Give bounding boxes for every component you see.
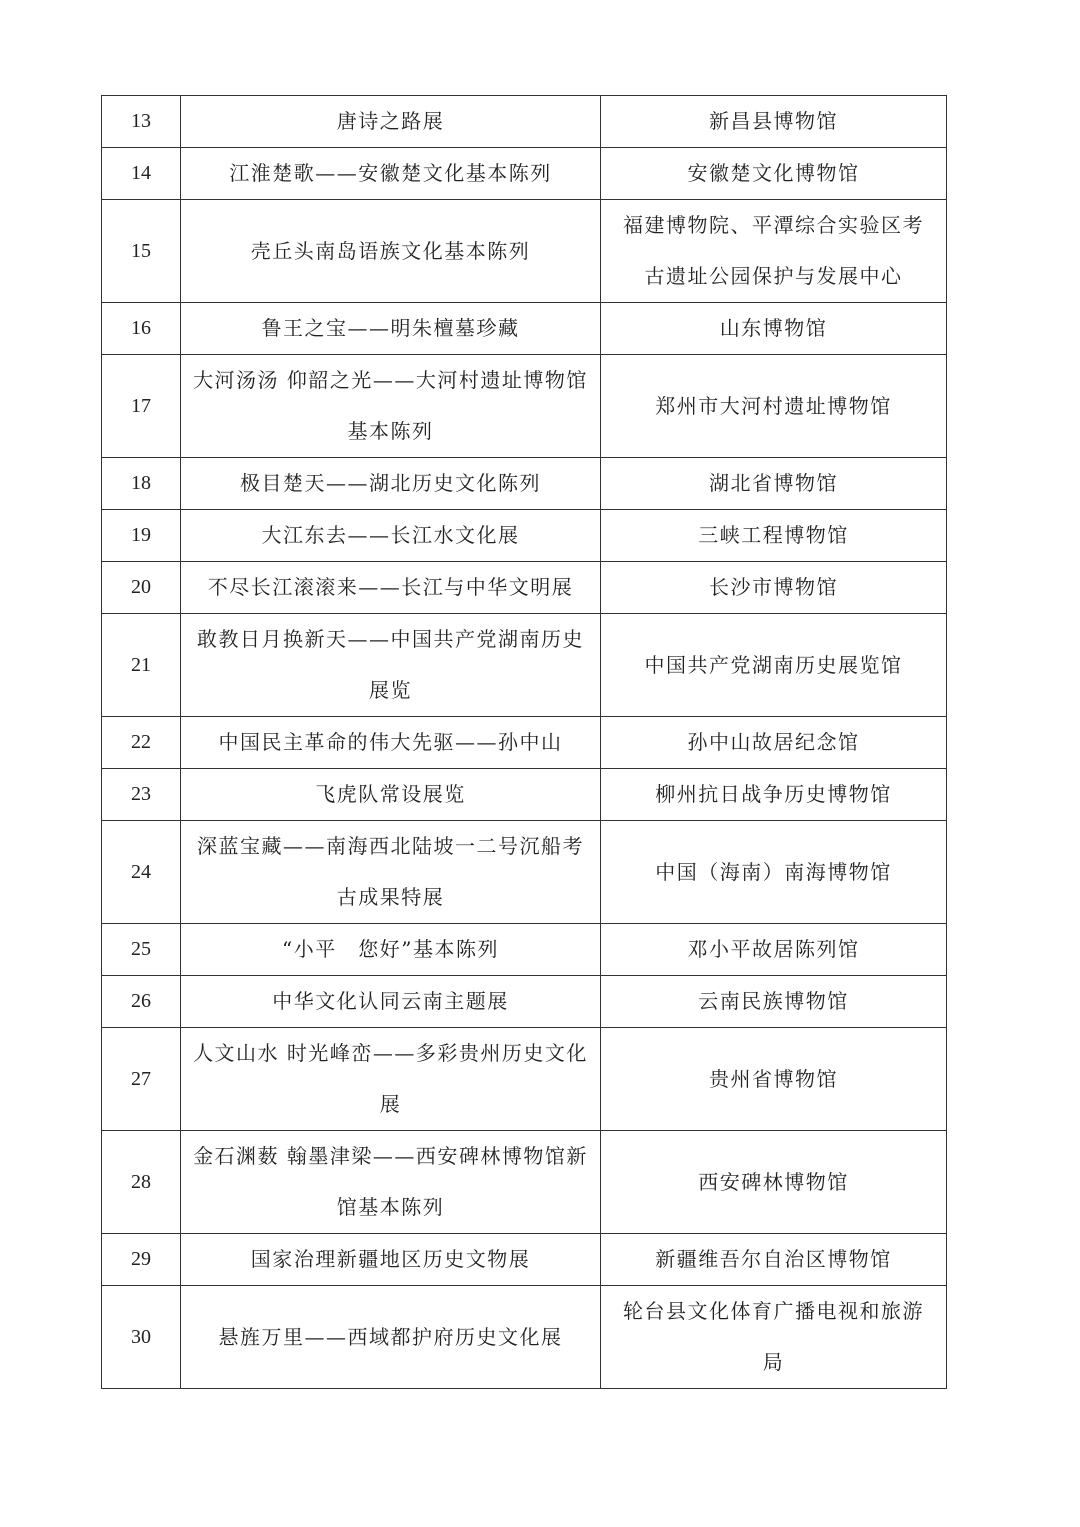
exhibition-name-cell: 深蓝宝藏——南海西北陆坡一二号沉船考古成果特展: [181, 821, 601, 924]
row-number-cell: 20: [102, 562, 181, 614]
exhibition-table: [101, 95, 947, 1389]
exhibition-name-cell: 金石渊薮 翰墨津梁——西安碑林博物馆新馆基本陈列: [181, 1131, 601, 1234]
row-number-cell: 13: [102, 96, 181, 148]
row-number-cell: 14: [102, 148, 181, 200]
institution-name-cell: 中国共产党湖南历史展览馆: [601, 614, 947, 717]
exhibition-name-cell: 极目楚天——湖北历史文化陈列: [181, 458, 601, 510]
row-number-cell: 27: [102, 1028, 181, 1131]
table-row: [102, 821, 947, 924]
institution-name-cell: 邓小平故居陈列馆: [601, 924, 947, 976]
table-row: [102, 1234, 947, 1286]
row-number-cell: 19: [102, 510, 181, 562]
exhibition-name-cell: 飞虎队常设展览: [181, 769, 601, 821]
institution-name-cell: 贵州省博物馆: [601, 1028, 947, 1131]
institution-name-cell: 福建博物院、平潭综合实验区考古遗址公园保护与发展中心: [601, 200, 947, 303]
exhibition-name-cell: 唐诗之路展: [181, 96, 601, 148]
institution-name-cell: 孙中山故居纪念馆: [601, 717, 947, 769]
table-row: [102, 458, 947, 510]
row-number-cell: 24: [102, 821, 181, 924]
table-row: [102, 303, 947, 355]
row-number-cell: 26: [102, 976, 181, 1028]
exhibition-table-body: [102, 96, 947, 1389]
table-row: [102, 510, 947, 562]
row-number-cell: 22: [102, 717, 181, 769]
institution-name-cell: 新疆维吾尔自治区博物馆: [601, 1234, 947, 1286]
table-row: [102, 614, 947, 717]
institution-name-cell: 轮台县文化体育广播电视和旅游局: [601, 1286, 947, 1389]
table-row: [102, 96, 947, 148]
institution-name-cell: 西安碑林博物馆: [601, 1131, 947, 1234]
row-number-cell: 28: [102, 1131, 181, 1234]
exhibition-name-cell: 壳丘头南岛语族文化基本陈列: [181, 200, 601, 303]
row-number-cell: 30: [102, 1286, 181, 1389]
table-row: [102, 1131, 947, 1234]
institution-name-cell: 三峡工程博物馆: [601, 510, 947, 562]
institution-name-cell: 新昌县博物馆: [601, 96, 947, 148]
institution-name-cell: 长沙市博物馆: [601, 562, 947, 614]
table-row: [102, 924, 947, 976]
row-number-cell: 21: [102, 614, 181, 717]
row-number-cell: 17: [102, 355, 181, 458]
institution-name-cell: 柳州抗日战争历史博物馆: [601, 769, 947, 821]
table-row: [102, 976, 947, 1028]
table-row: [102, 769, 947, 821]
exhibition-name-cell: 大江东去——长江水文化展: [181, 510, 601, 562]
institution-name-cell: 山东博物馆: [601, 303, 947, 355]
exhibition-name-cell: 悬旌万里——西域都护府历史文化展: [181, 1286, 601, 1389]
exhibition-name-cell: 国家治理新疆地区历史文物展: [181, 1234, 601, 1286]
exhibition-name-cell: 不尽长江滚滚来——长江与中华文明展: [181, 562, 601, 614]
row-number-cell: 15: [102, 200, 181, 303]
table-row: [102, 200, 947, 303]
exhibition-name-cell: 江淮楚歌——安徽楚文化基本陈列: [181, 148, 601, 200]
row-number-cell: 18: [102, 458, 181, 510]
row-number-cell: 29: [102, 1234, 181, 1286]
exhibition-name-cell: 中华文化认同云南主题展: [181, 976, 601, 1028]
table-row: [102, 1028, 947, 1131]
institution-name-cell: 云南民族博物馆: [601, 976, 947, 1028]
table-row: [102, 1286, 947, 1389]
exhibition-name-cell: 鲁王之宝——明朱檀墓珍藏: [181, 303, 601, 355]
exhibition-name-cell: 人文山水 时光峰峦——多彩贵州历史文化展: [181, 1028, 601, 1131]
exhibition-name-cell: 敢教日月换新天——中国共产党湖南历史展览: [181, 614, 601, 717]
row-number-cell: 25: [102, 924, 181, 976]
row-number-cell: 16: [102, 303, 181, 355]
exhibition-name-cell: “小平 您好”基本陈列: [181, 924, 601, 976]
table-row: [102, 355, 947, 458]
institution-name-cell: 安徽楚文化博物馆: [601, 148, 947, 200]
exhibition-name-cell: 中国民主革命的伟大先驱——孙中山: [181, 717, 601, 769]
row-number-cell: 23: [102, 769, 181, 821]
table-row: [102, 562, 947, 614]
exhibition-name-cell: 大河汤汤 仰韶之光——大河村遗址博物馆基本陈列: [181, 355, 601, 458]
table-row: [102, 148, 947, 200]
institution-name-cell: 湖北省博物馆: [601, 458, 947, 510]
institution-name-cell: 中国（海南）南海博物馆: [601, 821, 947, 924]
table-row: [102, 717, 947, 769]
institution-name-cell: 郑州市大河村遗址博物馆: [601, 355, 947, 458]
